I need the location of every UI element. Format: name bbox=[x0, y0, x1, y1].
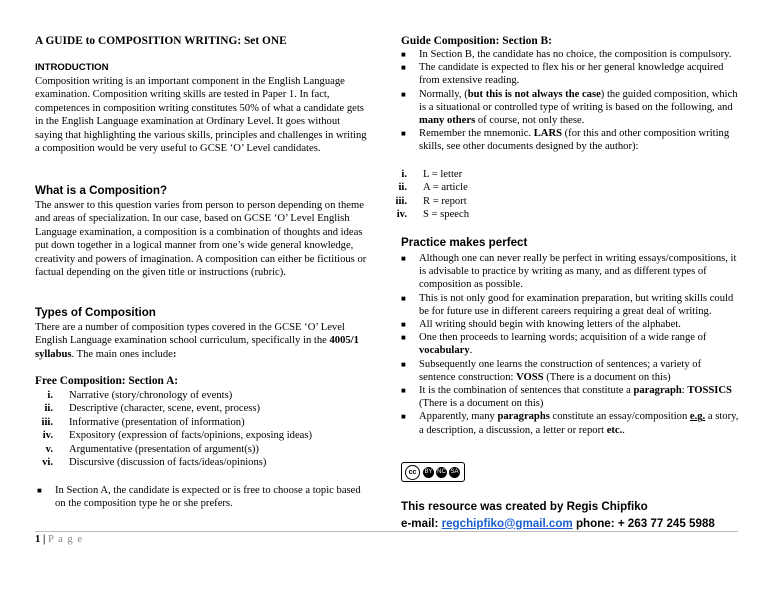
list-item: iii. Informative (presentation of information) bbox=[41, 416, 245, 428]
types-paragraph: There are a number of composition types covered in the GCSE ‘O’ Level English Language examination school curriculum, specifically in the 4005/1 syllabus. The main ones include: bbox=[35, 322, 359, 360]
page-word: P a g e bbox=[47, 534, 84, 545]
bullet-icon: ■ bbox=[37, 486, 42, 495]
free-composition-list bbox=[35, 389, 370, 469]
types-heading: Types of Composition bbox=[35, 306, 156, 319]
bullet-icon: ■ bbox=[401, 63, 406, 73]
guided-bullet-list bbox=[399, 48, 739, 154]
list-item: v. Argumentative (presentation of argument(s)) bbox=[45, 443, 259, 455]
list-item: i. L = letter bbox=[401, 169, 463, 180]
bullet-icon: ■ bbox=[401, 293, 406, 303]
lars-list bbox=[389, 168, 729, 222]
creative-commons-badge bbox=[401, 462, 465, 482]
page-number: 1 bbox=[35, 534, 41, 545]
list-item: ii. A = article bbox=[398, 182, 468, 194]
page-footer: 1 | P a g e bbox=[35, 534, 84, 545]
bullet-icon: ■ bbox=[401, 89, 406, 99]
bullet-icon: ■ bbox=[401, 359, 406, 369]
list-item: ■ Remember the mnemonic. LARS (for this and other composition writing skills, see other documents designed by the author): bbox=[401, 128, 730, 153]
creator-credit: This resource was created by Regis Chipfiko bbox=[401, 499, 648, 513]
list-item: iv. Expository (expression of facts/opinions, exposing ideas) bbox=[42, 430, 313, 442]
document-title: A GUIDE to COMPOSITION WRITING: Set ONE bbox=[35, 35, 287, 47]
list-item: iii. R = report bbox=[395, 195, 467, 207]
nc-icon: NC bbox=[436, 467, 447, 478]
list-item: ■ Apparently, many paragraphs constitute an essay/composition e.g. a story, a description, a discussion, a letter or report etc.. bbox=[401, 411, 739, 436]
list-item: iv. S = speech bbox=[396, 209, 469, 221]
bullet-icon: ■ bbox=[401, 320, 406, 330]
list-item: ■ Normally, (but this is not always the case) the guided composition, which is a situational or controlled type of writing is based on the following, and many others of course, not only these. bbox=[401, 88, 738, 127]
what-paragraph: The answer to this question varies from person to person depending on theme and areas of specialization. In our case, based on GCSE ‘O’ Level English Language examination, a composition is a combination of thoughts and ideas put down together in a logical manner from one’s wide general knowledge, creativity and powers of imagination. A composition can either be fictitious or factual depending on the given title or instructions (rubric). bbox=[35, 200, 367, 279]
email-link[interactable]: regchipfiko@gmail.com bbox=[441, 516, 573, 530]
contact-line: e-mail: regchipfiko@gmail.com phone: + 263 77 245 5988 bbox=[401, 516, 715, 530]
free-composition-heading: Free Composition: Section A: bbox=[35, 375, 179, 387]
list-item: vi. Discursive (discussion of facts/ideas/opinions) bbox=[42, 457, 267, 469]
list-item: ■ This is not only good for examination preparation, but writing skills could be for future use in different careers requiring a great deal of writing. bbox=[401, 292, 734, 317]
cc-icon: cc bbox=[405, 465, 420, 480]
list-item: ■ Subsequently one learns the construction of sentences; a variety of sentence construction: VOSS (There is a document on this) bbox=[401, 358, 702, 383]
bullet-icon: ■ bbox=[401, 50, 406, 59]
list-item: ■ The candidate is expected to flex his or her general knowledge acquired from extensive reading. bbox=[401, 62, 724, 87]
bullet-icon: ■ bbox=[401, 333, 406, 343]
guided-composition-heading: Guide Composition: Section B: bbox=[401, 35, 552, 47]
list-item: ■ In Section A, the candidate is expected or is free to choose a topic based on the composition type he or she prefers. bbox=[37, 485, 361, 510]
bullet-icon: ■ bbox=[401, 412, 406, 422]
section-a-bullet-list bbox=[35, 484, 370, 510]
bullet-icon: ■ bbox=[401, 129, 406, 139]
bullet-icon: ■ bbox=[401, 386, 406, 396]
list-item: ii. Descriptive (character, scene, event, process) bbox=[44, 403, 261, 415]
footer-rule bbox=[35, 531, 738, 532]
bullet-icon: ■ bbox=[401, 254, 406, 263]
sa-icon: SA bbox=[449, 467, 460, 478]
list-item: ■ Although one can never really be perfect in writing essays/compositions, it is advisable to practice by writing as many, and as different types of composition as possible. bbox=[401, 253, 737, 291]
list-item: ■ One then proceeds to learning words; acquisition of a wide range of vocabulary. bbox=[401, 332, 707, 357]
list-item: ■ All writing should begin with knowing letters of the alphabet. bbox=[401, 319, 681, 331]
by-icon: BY bbox=[423, 467, 434, 478]
intro-paragraph: Composition writing is an important component in the English Language examination. Composition writing skills are tested in Paper 1. In fact, competences in composition writing constitutes 50% of what a candidate gets in the English Language examination at Ordinary Level. It goes without saying that highlighting the various skills, principles and challenges in writing a composition would be very useful to GCSE ‘O’ Level candidates. bbox=[35, 76, 367, 155]
list-item: ■ It is the combination of sentences that constitute a paragraph: TOSSICS (There is a document on this) bbox=[401, 385, 732, 410]
what-heading: What is a Composition? bbox=[35, 184, 168, 197]
list-item: i. Narrative (story/chronology of events) bbox=[47, 390, 233, 401]
list-item: ■ In Section B, the candidate has no choice, the composition is compulsory. bbox=[401, 49, 732, 60]
practice-heading: Practice makes perfect bbox=[401, 236, 528, 249]
practice-bullet-list bbox=[399, 252, 739, 437]
intro-heading: INTRODUCTION bbox=[35, 62, 109, 73]
